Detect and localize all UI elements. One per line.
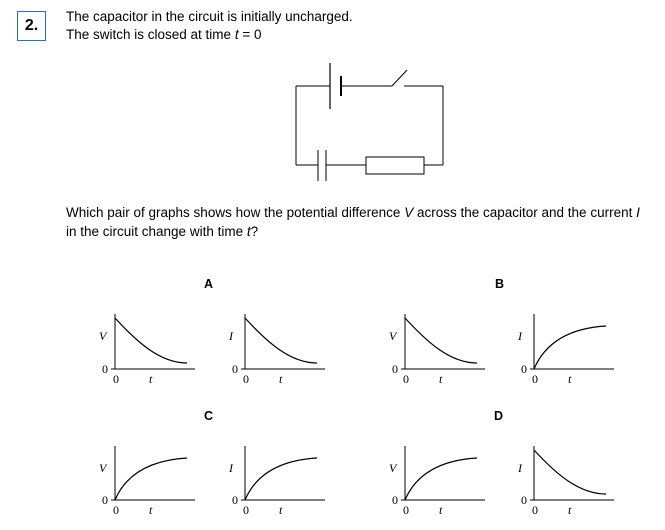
graph-c-v xyxy=(99,446,195,517)
graph-b-i-y-label: I xyxy=(518,329,522,343)
prompt-line-2-suffix: ? xyxy=(250,224,259,239)
graph-b-v xyxy=(389,314,485,386)
graph-d-i-curve xyxy=(534,450,606,494)
graph-c-v-y-label: V xyxy=(99,461,107,475)
prompt-line-1-prefix: Which pair of graphs shows how the potential difference xyxy=(66,205,405,220)
graph-b-i-x-zero: 0 xyxy=(532,372,538,386)
graph-d-v-x-zero: 0 xyxy=(403,503,409,517)
graph-d-i xyxy=(517,446,614,517)
prompt-var-i: I xyxy=(636,205,640,220)
graph-d-i-origin-zero: 0 xyxy=(521,493,527,507)
graph-b-v-x-zero: 0 xyxy=(403,372,409,386)
graph-a-i-origin-zero: 0 xyxy=(232,362,238,376)
graph-b-i-curve xyxy=(534,326,606,369)
option-d-label[interactable]: D xyxy=(494,409,504,423)
prompt-line-2-var: t xyxy=(246,224,251,239)
option-b-label[interactable]: B xyxy=(495,277,505,291)
graph-a-v xyxy=(99,314,195,386)
graph-c-i-x-zero: 0 xyxy=(243,503,249,517)
graph-d-v-origin-zero: 0 xyxy=(392,493,398,507)
prompt-var-v: V xyxy=(404,205,414,220)
graph-c-v-x-zero: 0 xyxy=(113,503,119,517)
graph-a-i-curve xyxy=(245,318,317,363)
graph-d-v-y-label: V xyxy=(389,461,397,475)
graph-a-v-origin-zero: 0 xyxy=(102,362,108,376)
graph-c-v-origin-zero: 0 xyxy=(102,493,108,507)
graph-a-i xyxy=(228,314,325,386)
prompt-line-2-prefix: in the circuit change with time xyxy=(66,224,247,239)
graph-d-i-y-label: I xyxy=(518,461,522,475)
graph-a-v-y-label: V xyxy=(99,329,107,343)
graph-d-v-curve xyxy=(405,458,477,500)
graph-c-v-curve xyxy=(115,458,187,500)
graph-d-v-t-label: t xyxy=(439,503,443,517)
question-line-2-prefix: The switch is closed at time xyxy=(66,27,235,42)
graph-b-i xyxy=(517,314,614,386)
graph-c-i-origin-zero: 0 xyxy=(232,493,238,507)
graph-d-v xyxy=(389,446,485,517)
graph-a-v-t-label: t xyxy=(149,372,153,386)
graph-b-v-curve xyxy=(405,318,477,363)
graph-c-i-t-label: t xyxy=(279,503,283,517)
question-line-2-var: t xyxy=(234,27,239,42)
graph-d-i-x-zero: 0 xyxy=(532,503,538,517)
graph-b-i-t-label: t xyxy=(568,372,572,386)
graph-d-i-t-label: t xyxy=(568,503,572,517)
graph-a-v-curve xyxy=(115,318,187,363)
graph-a-v-x-zero: 0 xyxy=(113,372,119,386)
graph-c-v-t-label: t xyxy=(149,503,153,517)
question-number: 2. xyxy=(17,11,46,41)
graph-a-i-x-zero: 0 xyxy=(243,372,249,386)
question-line-2-suffix: = 0 xyxy=(238,27,262,42)
prompt-line-1-mid: across the capacitor and the current xyxy=(413,205,637,220)
graph-a-i-y-label: I xyxy=(229,329,233,343)
graph-b-i-origin-zero: 0 xyxy=(521,362,527,376)
graph-c-i xyxy=(228,446,325,517)
question-line-1-text: The capacitor in the circuit is initially uncharged. xyxy=(66,9,353,24)
graph-c-i-y-label: I xyxy=(229,461,233,475)
graph-b-v-origin-zero: 0 xyxy=(392,362,398,376)
option-c-label[interactable]: C xyxy=(204,409,214,423)
graph-a-i-t-label: t xyxy=(279,372,283,386)
graph-b-v-t-label: t xyxy=(439,372,443,386)
graph-c-i-curve xyxy=(245,458,317,500)
graph-b-v-y-label: V xyxy=(389,329,397,343)
option-a-label[interactable]: A xyxy=(204,277,214,291)
